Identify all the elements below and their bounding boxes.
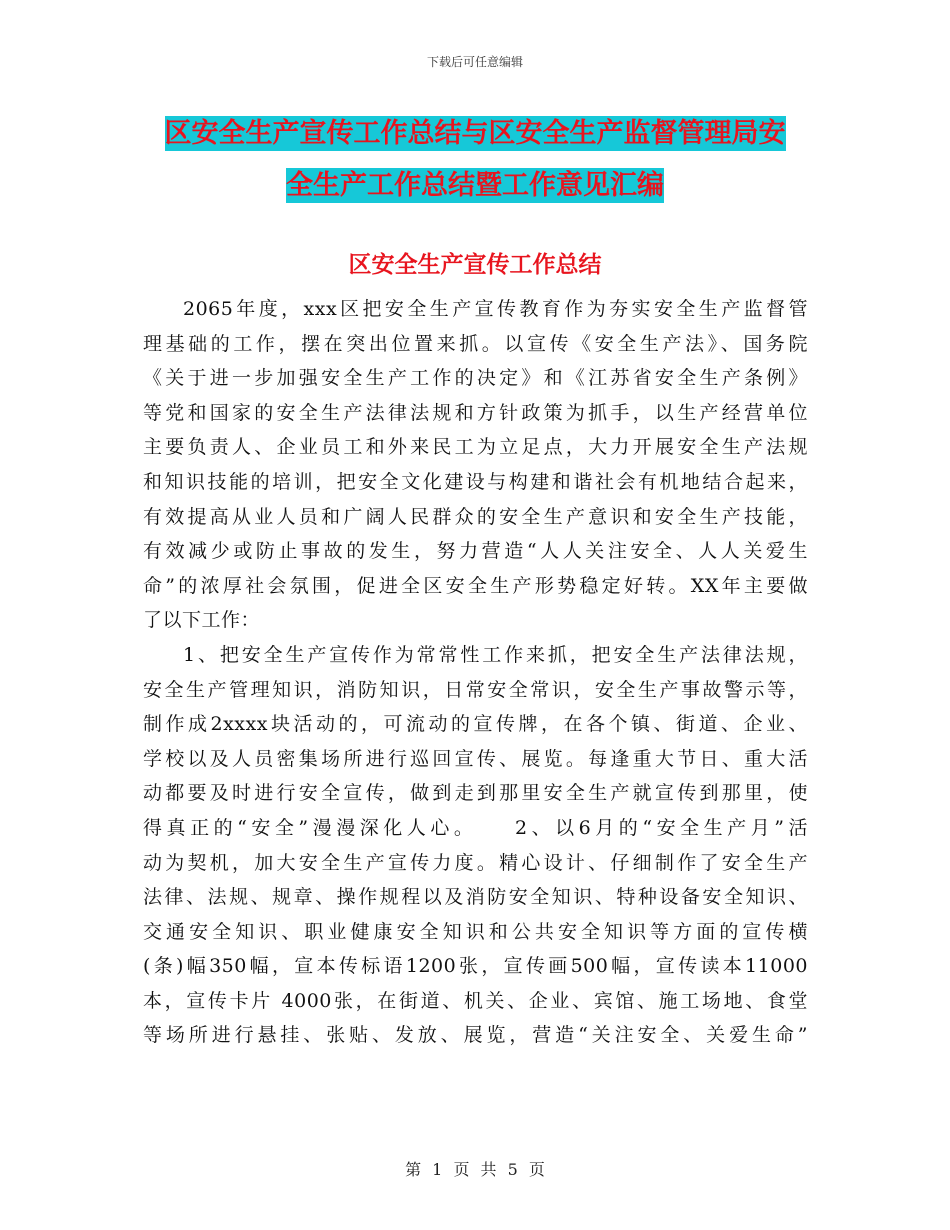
paragraph-line: 法律、法规、规章、操作规程以及消防安全知识、特种设备安全知识、 bbox=[143, 886, 808, 909]
paragraph-line: 和知识技能的培训，把安全文化建设与构建和谐社会有机地结合起来， bbox=[143, 470, 808, 493]
header-note: 下载后可任意编辑 bbox=[426, 55, 523, 69]
paragraph-line: 制作成2xxxx块活动的，可流动的宣传牌，在各个镇、街道、企业、 bbox=[143, 713, 808, 736]
paragraph-line: 2065年度，xxx区把安全生产宣传教育作为夯实安全生产监督管 bbox=[183, 298, 808, 320]
paragraph-line: (条)幅350幅，宣本传标语1200张，宣传画500幅，宣传读本11000 bbox=[143, 955, 808, 978]
paragraph-line: 安全生产管理知识，消防知识，日常安全常识，安全生产事故警示等， bbox=[143, 678, 808, 701]
paragraph-line: 得真正的“安全”漫漫深化人心。 2、以6月的“安全生产月”活 bbox=[143, 816, 808, 839]
paragraph-line: 理基础的工作，摆在突出位置来抓。以宣传《安全生产法》、国务院 bbox=[143, 332, 808, 355]
document-title bbox=[130, 108, 820, 212]
body-text bbox=[143, 292, 808, 1053]
paragraph-line: 学校以及人员密集场所进行巡回宣传、展览。每逢重大节日、重大活 bbox=[143, 747, 808, 770]
title-line-1 bbox=[130, 108, 820, 160]
paragraph-line: 1、把安全生产宣传作为常常性工作来抓，把安全生产法律法规， bbox=[183, 643, 808, 666]
paragraph-line: 动都要及时进行安全宣传，做到走到那里安全生产就宣传到那里，使 bbox=[143, 782, 808, 805]
paragraph-line: 等场所进行悬挂、张贴、发放、展览，营造“关注安全、关爱生命” bbox=[143, 1024, 808, 1047]
paragraph-line: 了以下工作： bbox=[143, 609, 261, 632]
paragraph-line: 有效提高从业人员和广阔人民群众的安全生产意识和安全生产技能， bbox=[143, 505, 808, 528]
paragraph-line: 交通安全知识、职业健康安全知识和公共安全知识等方面的宣传横 bbox=[143, 920, 808, 943]
title-line-1-text: 区安全生产宣传工作总结与区安全生产监督管理局安 bbox=[164, 118, 786, 149]
title-line-2-text: 全生产工作总结暨工作意见汇编 bbox=[286, 170, 664, 201]
section-title: 区安全生产宣传工作总结 bbox=[348, 252, 602, 278]
paragraph-line: 主要负责人、企业员工和外来民工为立足点，大力开展安全生产法规 bbox=[143, 436, 808, 459]
paragraph-line: 有效减少或防止事故的发生，努力营造“人人关注安全、人人关爱生 bbox=[143, 540, 808, 563]
paragraph-line: 本，宣传卡片 4000张，在街道、机关、企业、宾馆、施工场地、食堂 bbox=[143, 989, 808, 1012]
page-footer: 第 1 页 共 5 页 bbox=[405, 1160, 545, 1179]
title-line-2 bbox=[130, 160, 820, 212]
paragraph-line: 等党和国家的安全生产法律法规和方针政策为抓手，以生产经营单位 bbox=[143, 401, 808, 424]
paragraph-line: 命”的浓厚社会氛围，促进全区安全生产形势稳定好转。XX年主要做 bbox=[143, 574, 808, 597]
paragraph-line: 《关于进一步加强安全生产工作的决定》和《江苏省安全生产条例》 bbox=[143, 367, 808, 390]
paragraph-line: 动为契机，加大安全生产宣传力度。精心设计、仔细制作了安全生产 bbox=[143, 851, 808, 874]
